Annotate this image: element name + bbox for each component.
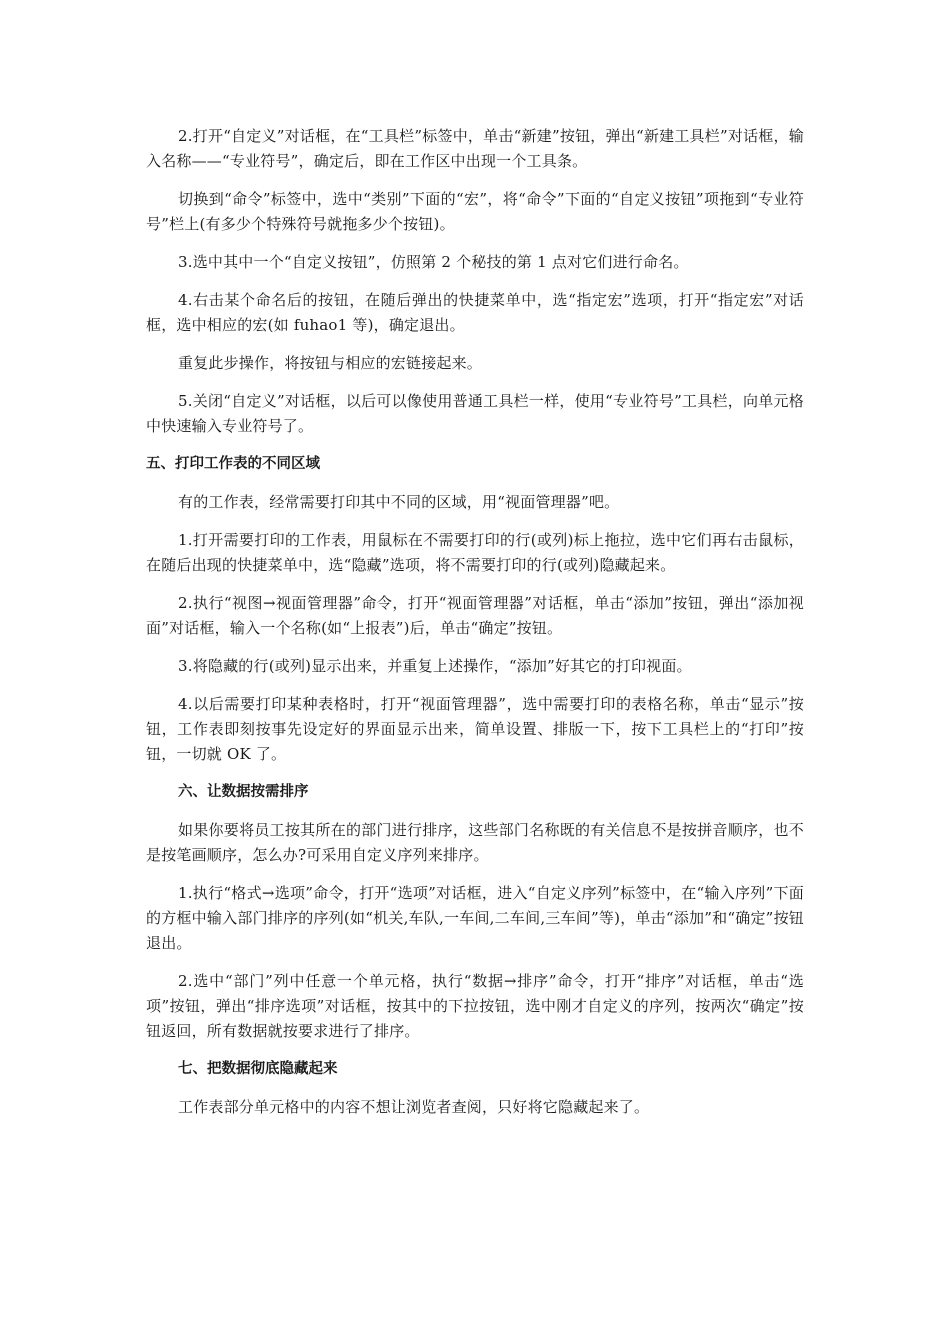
paragraph: 3.将隐藏的行(或列)显示出来，并重复上述操作，“添加”好其它的打印视面。	[178, 657, 692, 675]
paragraph: 2.打开“自定义”对话框，在“工具栏”标签中，单击“新建”按钮，弹出“新建工具栏”对话框，输入名称——“专业符号”，确定后，即在工作区中出现一个工具条。	[146, 127, 804, 170]
paragraph: 5.关闭“自定义”对话框，以后可以像使用普通工具栏一样，使用“专业符号”工具栏，向单元格中快速输入专业符号了。	[146, 392, 804, 435]
section-heading: 七、把数据彻底隐藏起来	[178, 1061, 338, 1077]
paragraph: 4.右击某个命名后的按钮，在随后弹出的快捷菜单中，选“指定宏”选项，打开“指定宏”对话框，选中相应的宏(如 fuhao1 等)，确定退出。	[146, 291, 804, 334]
paragraph: 如果你要将员工按其所在的部门进行排序，这些部门名称既的有关信息不是按拼音顺序，也不是按笔画顺序，怎么办?可采用自定义序列来排序。	[146, 821, 804, 864]
paragraph: 重复此步操作，将按钮与相应的宏链接起来。	[178, 354, 483, 372]
document-page	[146, 124, 804, 1133]
paragraph: 1.打开需要打印的工作表，用鼠标在不需要打印的行(或列)标上拖拉，选中它们再右击鼠标，在随后出现的快捷菜单中，选“隐藏”选项，将不需要打印的行(或列)隐藏起来。	[146, 531, 804, 574]
paragraph: 工作表部分单元格中的内容不想让浏览者查阅，只好将它隐藏起来了。	[178, 1098, 650, 1116]
section-heading: 六、让数据按需排序	[178, 784, 309, 800]
section-heading: 五、打印工作表的不同区域	[146, 456, 320, 472]
paragraph: 2.选中“部门”列中任意一个单元格，执行“数据→排序”命令，打开“排序”对话框，单击“选项”按钮，弹出“排序选项”对话框，按其中的下拉按钮，选中刚才自定义的序列，按两次“确定”按钮返回，所有数据就按要求进行了排序。	[146, 972, 804, 1040]
paragraph: 3.选中其中一个“自定义按钮”，仿照第 2 个秘技的第 1 点对它们进行命名。	[178, 253, 689, 271]
paragraph: 1.执行“格式→选项”命令，打开“选项”对话框，进入“自定义序列”标签中，在“输入序列”下面的方框中输入部门排序的序列(如“机关,车队,一车间,二车间,三车间”等)，单击“添加”和“确定”按钮退出。	[146, 884, 804, 952]
paragraph: 有的工作表，经常需要打印其中不同的区域，用“视面管理器”吧。	[178, 493, 620, 511]
paragraph: 切换到“命令”标签中，选中“类别”下面的“宏”，将“命令”下面的“自定义按钮”项拖到“专业符号”栏上(有多少个特殊符号就拖多少个按钮)。	[146, 190, 804, 233]
paragraph: 4.以后需要打印某种表格时，打开“视面管理器”，选中需要打印的表格名称，单击“显示”按钮，工作表即刻按事先设定好的界面显示出来，简单设置、排版一下，按下工具栏上的“打印”按钮，一切就 OK 了。	[146, 695, 804, 763]
paragraph: 2.执行“视图→视面管理器”命令，打开“视面管理器”对话框，单击“添加”按钮，弹出“添加视面”对话框，输入一个名称(如“上报表”)后，单击“确定”按钮。	[146, 594, 804, 637]
